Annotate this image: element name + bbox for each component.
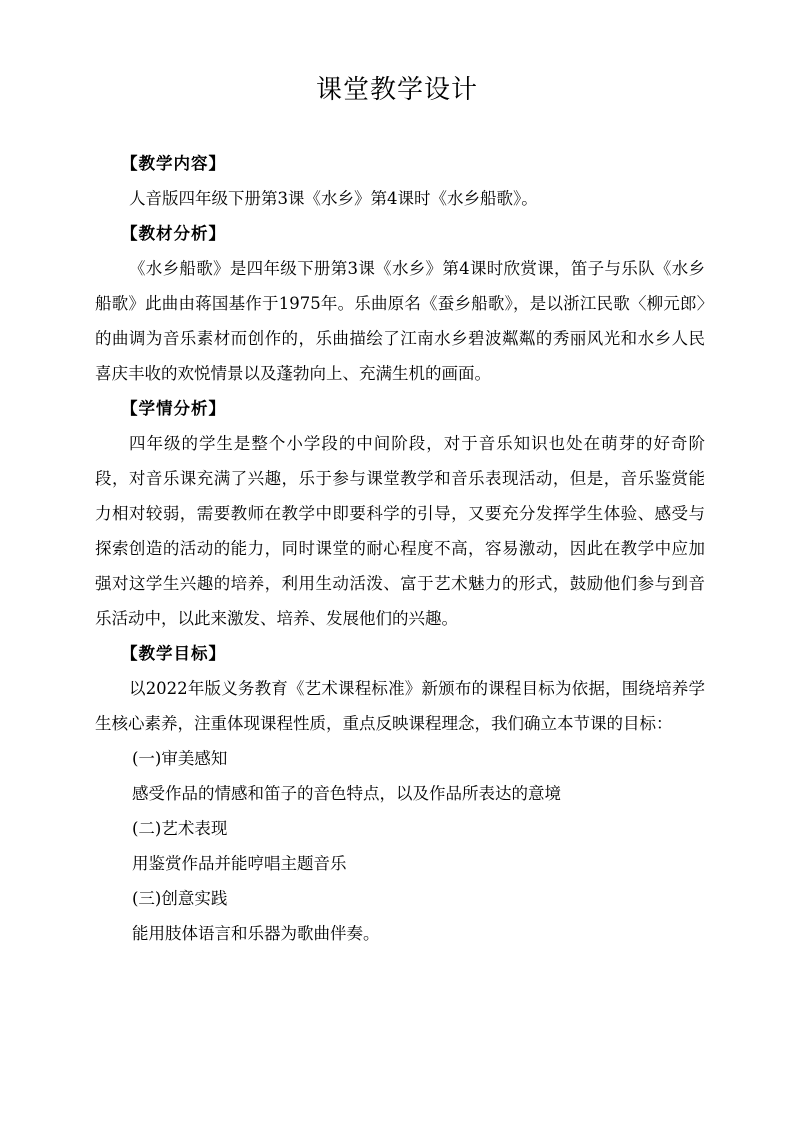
student-analysis-text: 四年级的学生是整个小学段的中间阶段，对于音乐知识也处在萌芽的好奇阶段，对音乐课充满了兴趣，乐于参与课堂教学和音乐表现活动，但是，音乐鉴赏能力相对较弱，需要教师在教学中即要科学的引导，又要充分发挥学生体验、感受与探索创造的活动的能力，同时课堂的耐心程度不高，容易激动，因此在教学中应加强对这学生兴趣的培养，利用生动活泼、富于艺术魅力的形式，鼓励他们参与到音乐活动中，以此来激发、培养、发展他们的兴趣。	[95, 434, 705, 628]
goal-desc-artistic-expression: 用鉴赏作品并能哼唱主题音乐	[132, 854, 347, 873]
goal-desc-aesthetic-perception: 感受作品的情感和笛子的音色特点，以及作品所表达的意境	[132, 784, 561, 803]
page-title: 课堂教学设计	[315, 75, 478, 105]
material-analysis-text: 《水乡船歌》是四年级下册第3课《水乡》第4课时欣赏课，笛子与乐队《水乡船歌》此曲由蒋国基作于1975年。乐曲原名《蚕乡船歌》，是以浙江民歌〈柳元郎〉的曲调为音乐素材而创作的，乐曲描绘了江南水乡碧波粼粼的秀丽风光和水乡人民喜庆丰收的欢悦情景以及蓬勃向上、充满生机的画面。	[95, 259, 705, 383]
section-heading-teaching-content: 【教学内容】	[121, 154, 226, 173]
section-heading-material-analysis: 【教材分析】	[121, 224, 226, 243]
section-heading-teaching-goals: 【教学目标】	[121, 644, 226, 663]
section-heading-student-analysis: 【学情分析】	[121, 399, 226, 418]
teaching-content-text: 人音版四年级下册第3课《水乡》第4课时《水乡船歌》。	[129, 189, 538, 208]
goal-label-creative-practice: (三)创意实践	[132, 889, 228, 908]
goal-label-aesthetic-perception: (一)审美感知	[132, 749, 228, 768]
document-body	[95, 146, 705, 951]
goal-desc-creative-practice: 能用肢体语言和乐器为歌曲伴奏。	[132, 924, 380, 943]
teaching-goals-text: 以2022年版义务教育《艺术课程标准》新颁布的课程目标为依据，围绕培养学生核心素养，注重体现课程性质，重点反映课程理念，我们确立本节课的目标：	[95, 679, 705, 733]
goal-label-artistic-expression: (二)艺术表现	[132, 819, 228, 838]
